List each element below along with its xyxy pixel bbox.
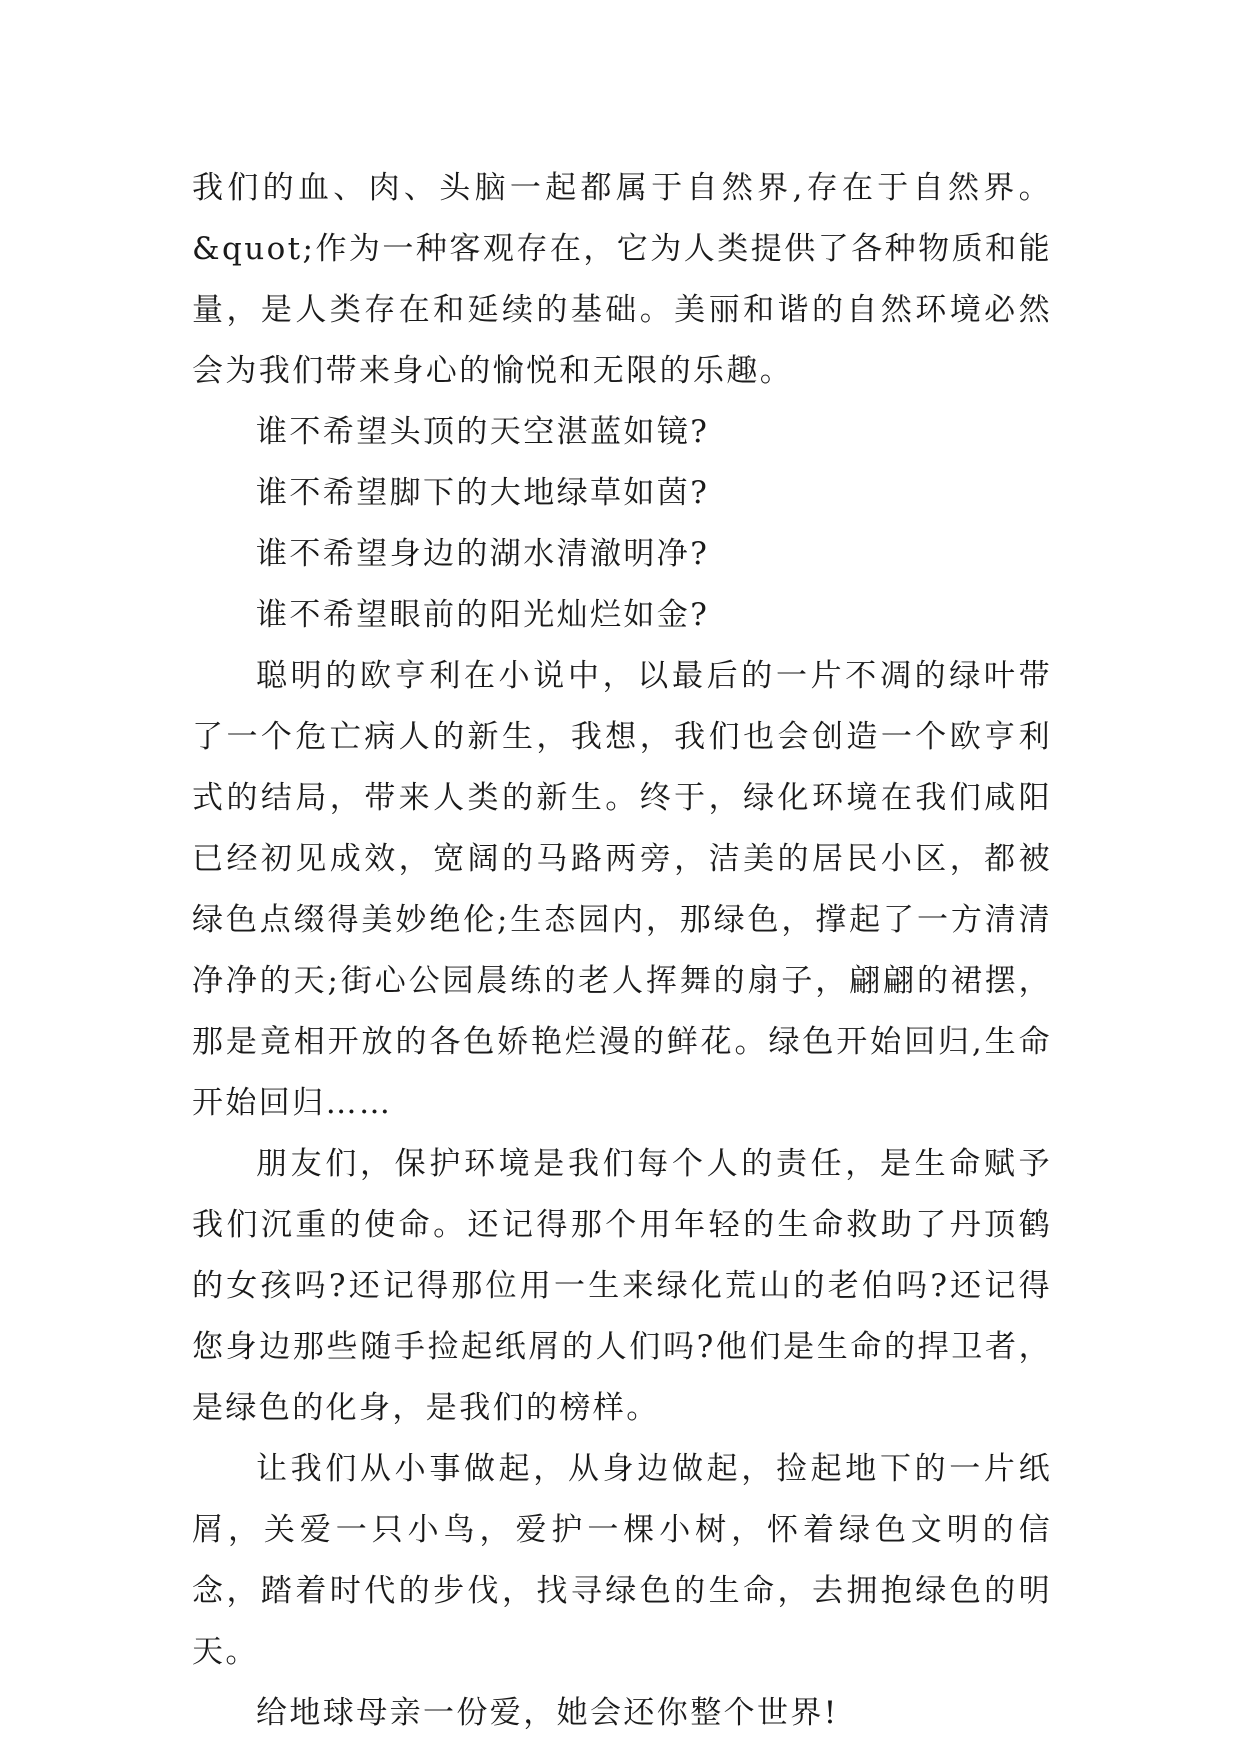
paragraph-friends: 朋友们，保护环境是我们每个人的责任，是生命赋予我们沉重的使命。还记得那个用年轻的生命救助了丹顶鹤的女孩吗?还记得那位用一生来绿化荒山的老伯吗?还记得您身边那些随手捡起纸屑的人们吗?他们是生命的捍卫者，是绿色的化身，是我们的榜样。 (192, 1146, 1052, 1426)
paragraph-question-sky: 谁不希望头顶的天空湛蓝如镜? (256, 414, 710, 450)
paragraph-continuation: 我们的血、肉、头脑一起都属于自然界,存在于自然界。&quot;作为一种客观存在，它为人类提供了各种物质和能量，是人类存在和延续的基础。美丽和谐的自然环境必然会为我们带来身心的愉悦和无限的乐趣。 (192, 170, 1052, 389)
paragraph-closing: 给地球母亲一份爱，她会还你整个世界! (256, 1695, 839, 1731)
paragraph-question-sun: 谁不希望眼前的阳光灿烂如金? (256, 597, 710, 633)
paragraph-question-lake: 谁不希望身边的湖水清澈明净? (256, 536, 710, 572)
paragraph-ohenry: 聪明的欧亨利在小说中，以最后的一片不凋的绿叶带了一个危亡病人的新生，我想，我们也会创造一个欧亨利式的结局，带来人类的新生。终于，绿化环境在我们咸阳已经初见成效，宽阔的马路两旁，洁美的居民小区，都被绿色点缀得美妙绝伦;生态园内，那绿色，撑起了一方清清净净的天;街心公园晨练的老人挥舞的扇子，翩翩的裙摆，那是竟相开放的各色娇艳烂漫的鲜花。绿色开始回归,生命开始回归…… (192, 658, 1052, 1121)
paragraph-call-to-action: 让我们从小事做起，从身边做起，捡起地下的一片纸屑，关爱一只小鸟，爱护一棵小树，怀着绿色文明的信念，踏着时代的步伐，找寻绿色的生命，去拥抱绿色的明天。 (192, 1451, 1052, 1670)
body-text (192, 158, 1052, 1744)
paragraph-question-grass: 谁不希望脚下的大地绿草如茵? (256, 475, 710, 511)
